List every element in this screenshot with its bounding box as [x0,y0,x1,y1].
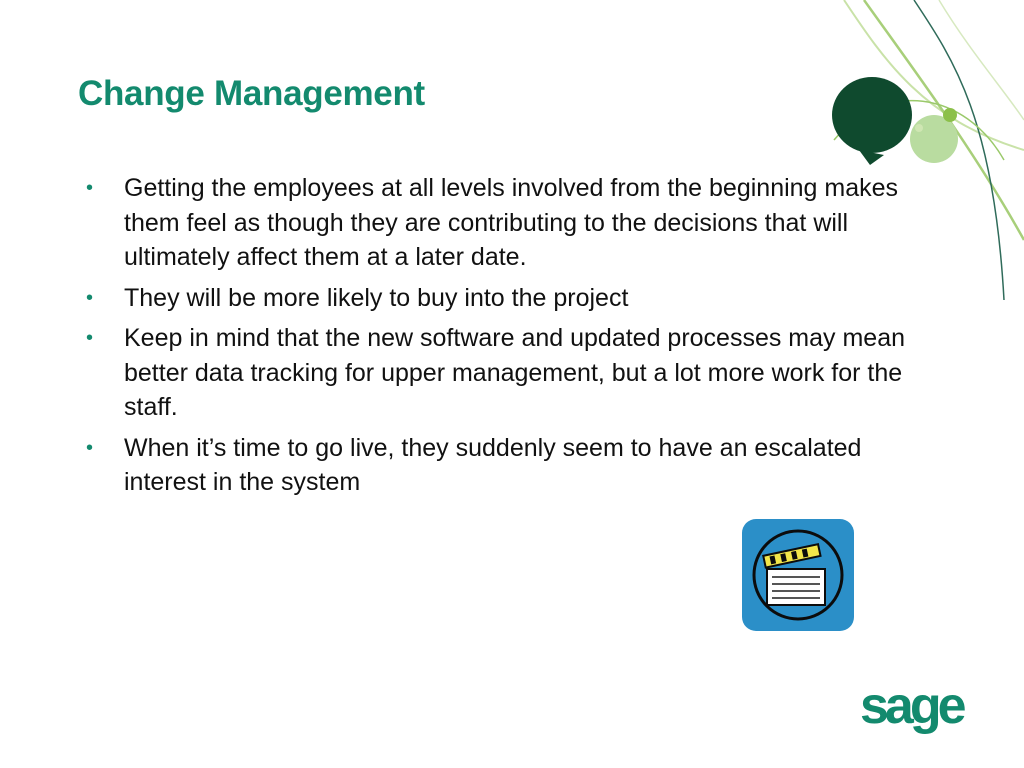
bullet-icon: • [86,436,94,459]
bullet-item [86,281,906,316]
bullet-icon: • [86,286,94,309]
bullet-list [86,171,906,506]
bullet-item [86,431,906,500]
movie-clapperboard-icon[interactable] [742,519,854,631]
bullet-item [86,321,906,425]
sage-logo: sage [860,677,963,735]
bullet-text: When it’s time to go live, they suddenly seem to have an escalated interest in the system [124,433,862,496]
bullet-text: Keep in mind that the new software and updated processes may mean better data tracking for upper management, but a lot more work for the staff. [124,324,906,421]
bullet-text: Getting the employees at all levels involved from the beginning makes them feel as though they are contributing to the decisions that will ultimately affect them at a later date. [124,174,899,271]
bullet-icon: • [86,327,94,349]
bullet-icon: • [86,177,94,199]
bullet-text: They will be more likely to buy into the project [124,283,629,312]
slide-title: Change Management [78,74,425,113]
bullet-item [86,171,906,275]
